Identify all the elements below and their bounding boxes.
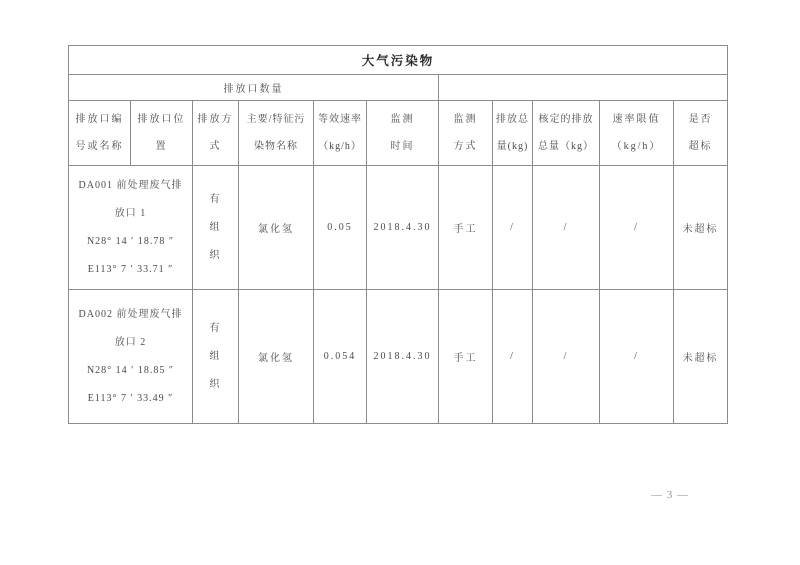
cell-total-discharge: / bbox=[493, 290, 533, 424]
header-line: 方式 bbox=[453, 141, 478, 152]
discharge-method-char: 组 bbox=[209, 350, 222, 362]
table-header-row bbox=[69, 101, 728, 166]
discharge-method-char: 织 bbox=[209, 249, 222, 261]
cell-monitor-time: 2018.4.30 bbox=[367, 290, 439, 424]
header-approved-total bbox=[533, 101, 600, 166]
outlet-count-row bbox=[69, 75, 728, 101]
discharge-method-char: 织 bbox=[209, 378, 222, 390]
outlet-name-line: DA002 前处理废气排 bbox=[78, 308, 183, 320]
outlet-count-value bbox=[439, 75, 728, 101]
header-line: 号或名称 bbox=[75, 141, 124, 152]
header-line: 排放总 bbox=[496, 114, 529, 125]
outlet-count-label: 排放口数量 bbox=[69, 75, 439, 101]
header-line: 超标 bbox=[688, 141, 713, 152]
header-line: 速率限值 bbox=[612, 114, 661, 125]
cell-total-discharge: / bbox=[493, 166, 533, 290]
header-outlet-location bbox=[131, 101, 193, 166]
page-number: — 3 — bbox=[651, 489, 689, 501]
cell-outlet-name-location bbox=[69, 290, 193, 424]
header-line: 排放口编 bbox=[75, 114, 124, 125]
table-row-da002 bbox=[69, 290, 728, 424]
header-line: 主要/特征污 bbox=[246, 114, 306, 125]
header-line: 总量（kg） bbox=[538, 141, 594, 152]
header-monitor-method bbox=[439, 101, 493, 166]
table-title-row bbox=[69, 46, 728, 75]
header-line: 核定的排放 bbox=[538, 114, 594, 125]
header-line: 监测 bbox=[390, 114, 415, 125]
header-line: 置 bbox=[155, 141, 168, 152]
header-line: 染物名称 bbox=[254, 141, 298, 152]
cell-outlet-name-location bbox=[69, 166, 193, 290]
discharge-method-char: 有 bbox=[209, 322, 222, 334]
cell-monitor-time: 2018.4.30 bbox=[367, 166, 439, 290]
cell-equivalent-rate: 0.05 bbox=[314, 166, 367, 290]
cell-pollutant: 氯化氢 bbox=[239, 166, 314, 290]
header-line: （kg/h） bbox=[611, 141, 662, 152]
discharge-method-char: 有 bbox=[209, 193, 222, 205]
header-monitor-time bbox=[367, 101, 439, 166]
outlet-name-line: 放口 1 bbox=[114, 207, 147, 219]
outlet-latitude: N28° 14 ′ 18.85 ″ bbox=[86, 364, 175, 376]
cell-equivalent-rate: 0.054 bbox=[314, 290, 367, 424]
outlet-longitude: E113° 7 ′ 33.71 ″ bbox=[87, 263, 174, 275]
cell-rate-limit: / bbox=[600, 290, 674, 424]
header-total-discharge bbox=[493, 101, 533, 166]
outlet-latitude: N28° 14 ′ 18.78 ″ bbox=[86, 235, 175, 247]
cell-exceed-standard: 未超标 bbox=[674, 166, 728, 290]
cell-discharge-method bbox=[193, 166, 239, 290]
header-exceed-standard bbox=[674, 101, 728, 166]
outlet-name-line: DA001 前处理废气排 bbox=[78, 179, 183, 191]
header-pollutant-name bbox=[239, 101, 314, 166]
discharge-method-char: 组 bbox=[209, 221, 222, 233]
header-discharge-method bbox=[193, 101, 239, 166]
header-line: 排放方 bbox=[197, 114, 234, 125]
cell-exceed-standard: 未超标 bbox=[674, 290, 728, 424]
cell-approved-total: / bbox=[533, 290, 600, 424]
cell-rate-limit: / bbox=[600, 166, 674, 290]
cell-monitor-method: 手工 bbox=[439, 290, 493, 424]
table-title: 大气污染物 bbox=[69, 46, 728, 75]
header-equivalent-rate bbox=[314, 101, 367, 166]
cell-monitor-method: 手工 bbox=[439, 166, 493, 290]
table-row-da001 bbox=[69, 166, 728, 290]
outlet-longitude: E113° 7 ′ 33.49 ″ bbox=[87, 392, 174, 404]
header-rate-limit bbox=[600, 101, 674, 166]
header-line: 式 bbox=[209, 141, 222, 152]
cell-discharge-method bbox=[193, 290, 239, 424]
header-line: 量(kg) bbox=[496, 141, 529, 152]
header-line: （kg/h） bbox=[318, 141, 362, 152]
air-pollutant-table bbox=[68, 45, 728, 424]
header-outlet-id bbox=[69, 101, 131, 166]
cell-pollutant: 氯化氢 bbox=[239, 290, 314, 424]
outlet-name-line: 放口 2 bbox=[114, 336, 147, 348]
header-line: 时间 bbox=[390, 141, 415, 152]
cell-approved-total: / bbox=[533, 166, 600, 290]
header-line: 排放口位 bbox=[137, 114, 186, 125]
header-line: 监测 bbox=[453, 114, 478, 125]
header-line: 等效速率 bbox=[318, 114, 362, 125]
header-line: 是否 bbox=[688, 114, 713, 125]
